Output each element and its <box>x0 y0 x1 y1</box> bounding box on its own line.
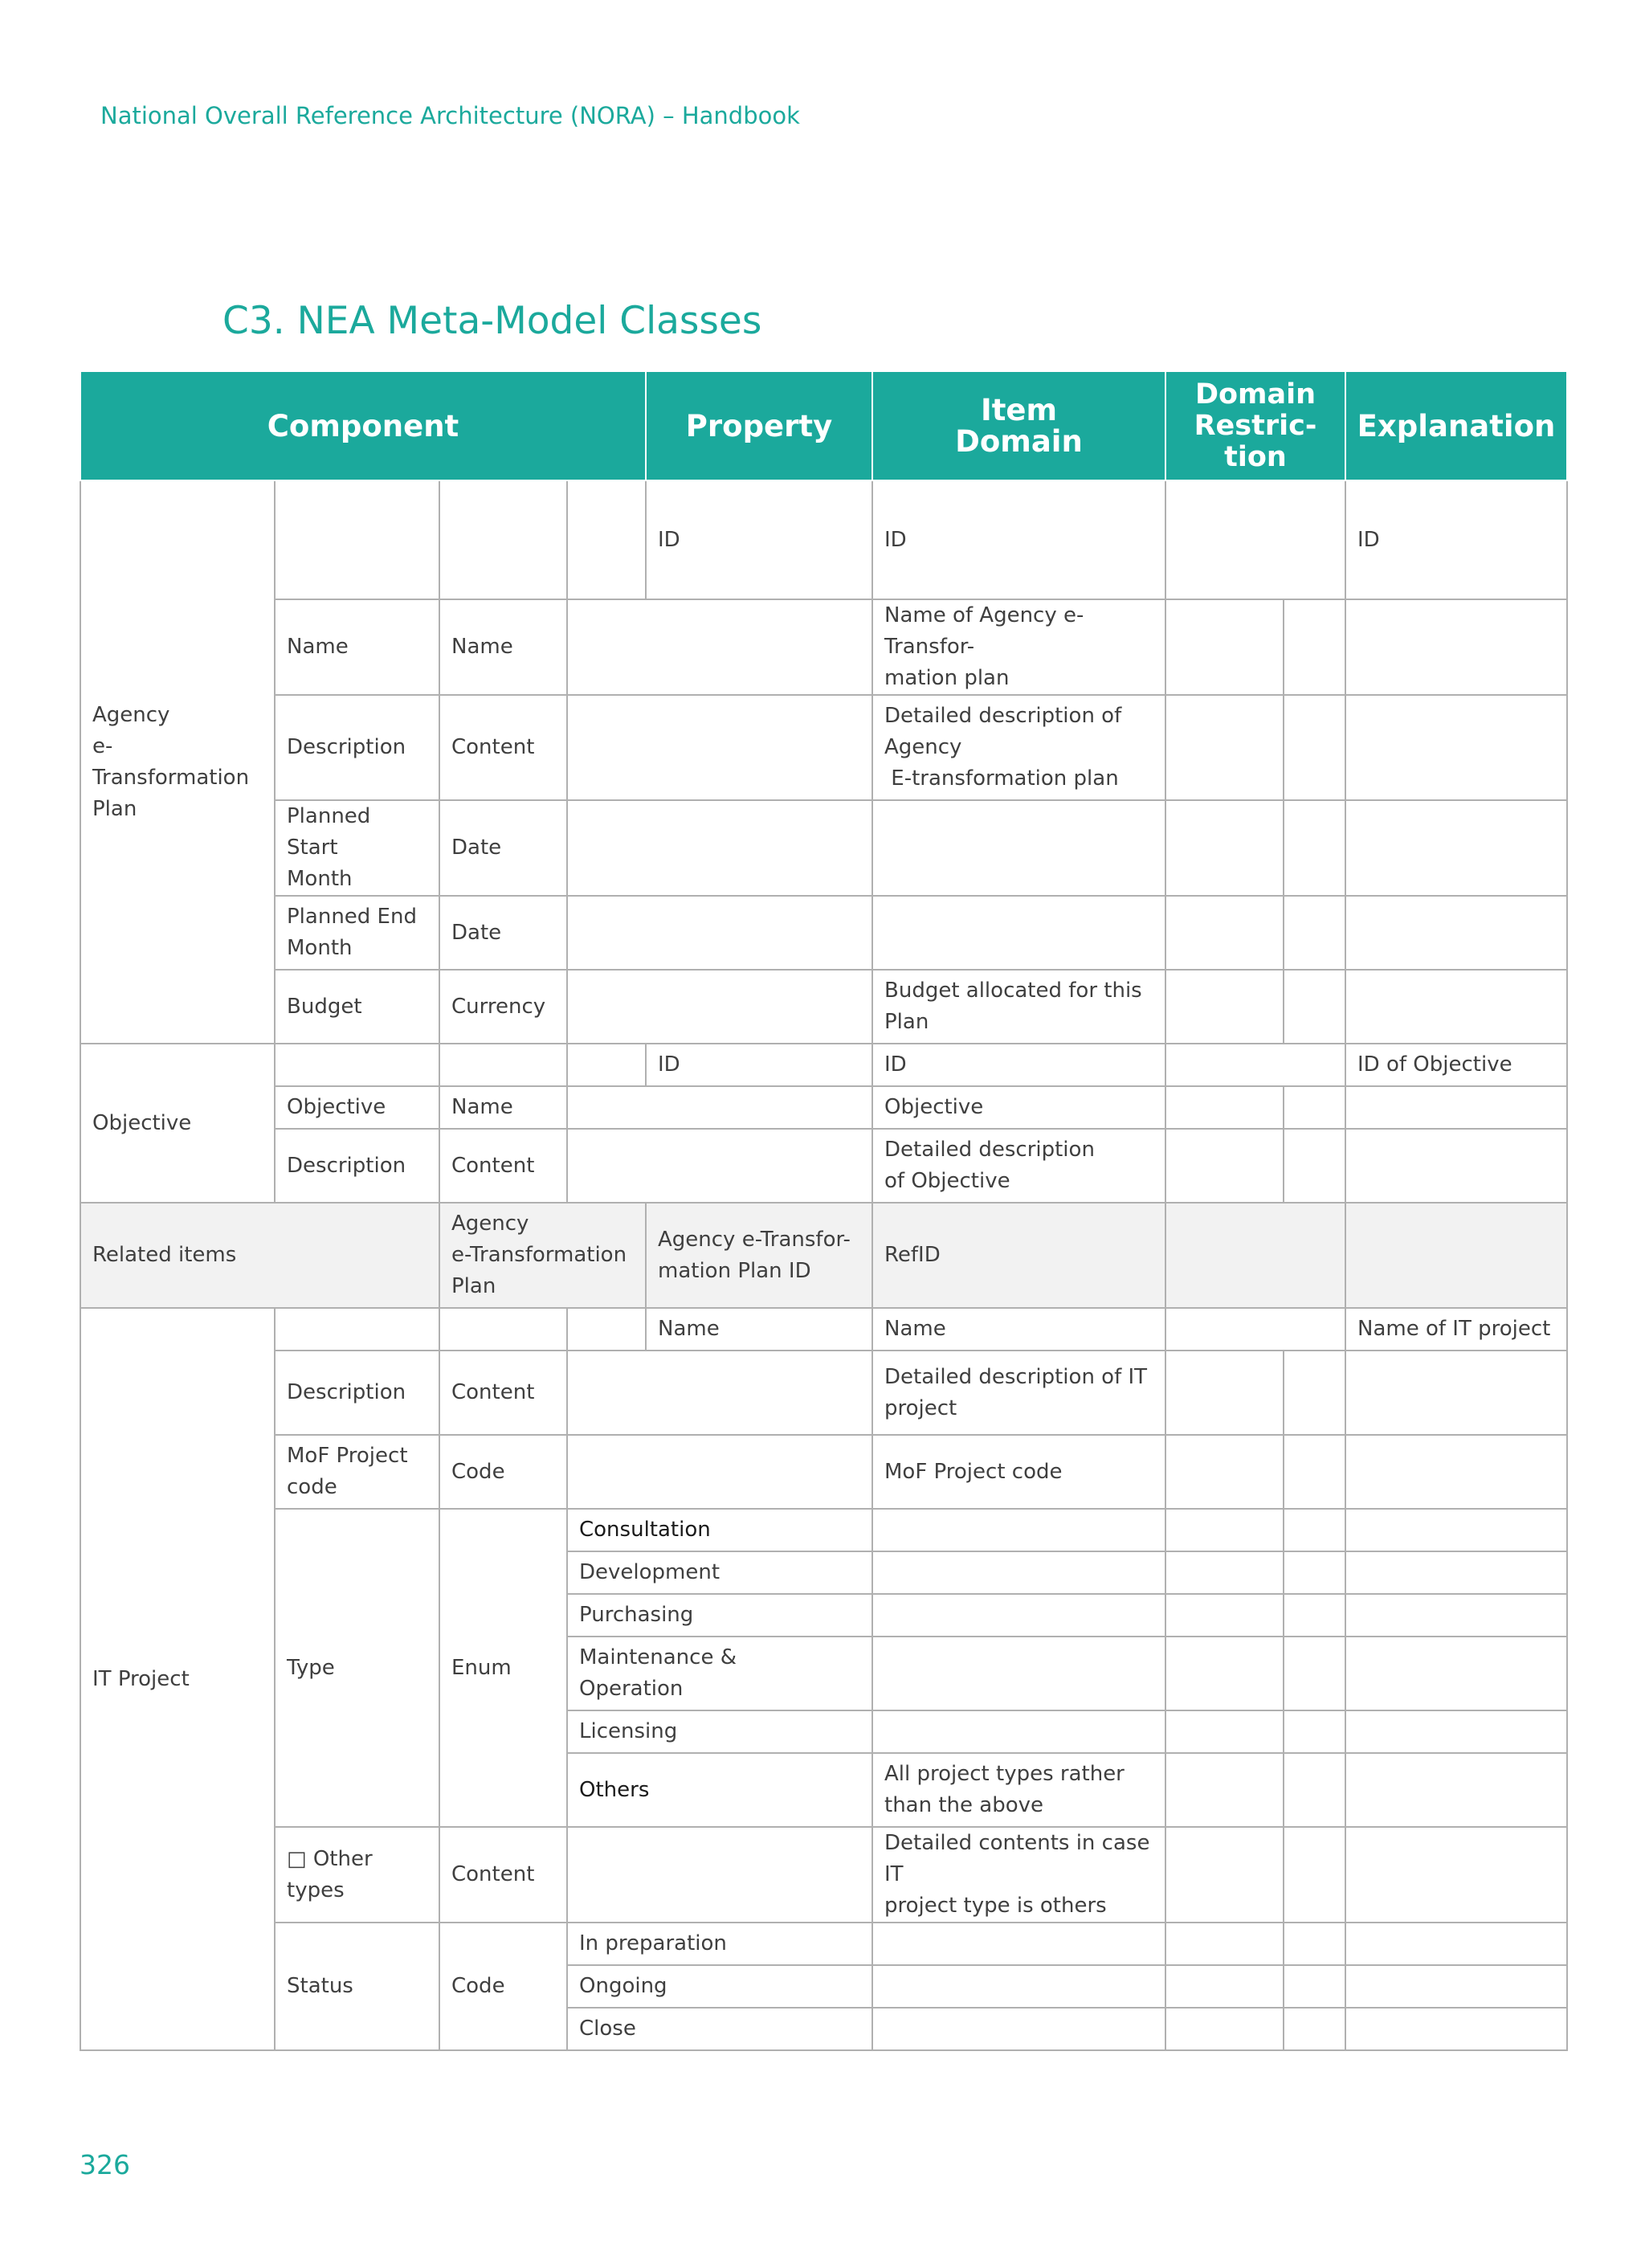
empty-cell <box>1284 1753 1345 1827</box>
cell-type: Code <box>439 1435 567 1509</box>
cell-name: Description <box>275 695 439 800</box>
table-row <box>80 695 1567 800</box>
empty-cell <box>275 1308 439 1351</box>
table-row <box>80 1086 1567 1129</box>
empty-cell <box>1165 1551 1284 1594</box>
empty-cell <box>1165 599 1284 695</box>
empty-cell <box>1165 1044 1345 1086</box>
empty-cell <box>1345 1827 1567 1923</box>
cell-item-domain: RefID <box>872 1203 1165 1308</box>
cell-item-domain: All project types rather than the above <box>872 1753 1165 1827</box>
table-row <box>80 1308 1567 1351</box>
empty-cell <box>1345 1129 1567 1203</box>
enum-value: Licensing <box>567 1710 872 1753</box>
empty-cell <box>567 599 872 695</box>
empty-cell <box>1165 1203 1345 1308</box>
cell-name: Description <box>275 1351 439 1435</box>
cell-item-domain: Detailed description of Objective <box>872 1129 1165 1203</box>
cell-name: MoF Project code <box>275 1435 439 1509</box>
empty-cell <box>1345 970 1567 1044</box>
empty-cell <box>1165 1753 1284 1827</box>
cell-name: Budget <box>275 970 439 1044</box>
empty-cell <box>1284 1594 1345 1637</box>
cell-name: Objective <box>275 1086 439 1129</box>
meta-model-table-container <box>80 370 1566 2051</box>
empty-cell <box>1165 1435 1284 1509</box>
cell-name: Planned Start Month <box>275 800 439 896</box>
agency-plan-label: Agency e-Transformation Plan <box>92 702 250 821</box>
empty-cell <box>567 1435 872 1509</box>
empty-cell <box>1284 599 1345 695</box>
empty-cell <box>1284 1923 1345 1965</box>
empty-cell <box>1165 896 1284 970</box>
empty-cell <box>567 480 646 599</box>
table-row <box>80 599 1567 695</box>
cell-type: Content <box>439 1129 567 1203</box>
enum-value: Close <box>567 2008 872 2050</box>
empty-cell <box>872 2008 1165 2050</box>
header-component: Component <box>80 371 646 480</box>
empty-cell <box>1345 599 1567 695</box>
cell-type: Date <box>439 896 567 970</box>
empty-cell <box>872 1594 1165 1637</box>
cell-item-domain: Detailed contents in case IT project type is others <box>872 1827 1165 1923</box>
header-explanation: Explanation <box>1345 371 1567 480</box>
table-row <box>80 896 1567 970</box>
empty-cell <box>1284 1086 1345 1129</box>
table-row <box>80 970 1567 1044</box>
empty-cell <box>567 1129 872 1203</box>
cell-property: ID <box>646 480 872 599</box>
cell-type: Enum <box>439 1509 567 1827</box>
empty-cell <box>872 1965 1165 2008</box>
empty-cell <box>1165 1923 1284 1965</box>
cell-name: Planned End Month <box>275 896 439 970</box>
empty-cell <box>1345 1594 1567 1637</box>
empty-cell <box>567 896 872 970</box>
empty-cell <box>1284 1351 1345 1435</box>
cell-property: Name <box>646 1308 872 1351</box>
enum-value: Purchasing <box>567 1594 872 1637</box>
empty-cell <box>872 1509 1165 1551</box>
empty-cell <box>1165 1710 1284 1753</box>
empty-cell <box>567 1827 872 1923</box>
empty-cell <box>1284 800 1345 896</box>
header-restriction-line1: Domain <box>1194 378 1316 411</box>
related-items-label: Related items <box>80 1203 439 1308</box>
empty-cell <box>1345 1351 1567 1435</box>
table-row <box>80 800 1567 896</box>
empty-cell <box>872 1923 1165 1965</box>
header-property: Property <box>646 371 872 480</box>
header-item-domain-line2: Domain <box>955 424 1083 459</box>
header-restriction-line2: Restric- <box>1194 409 1317 442</box>
empty-cell <box>872 1551 1165 1594</box>
cell-item-domain: ID <box>872 1044 1165 1086</box>
enum-value: Development <box>567 1551 872 1594</box>
cell-type: Content <box>439 695 567 800</box>
empty-cell <box>1165 970 1284 1044</box>
empty-cell <box>1284 1551 1345 1594</box>
empty-cell <box>1345 695 1567 800</box>
cell-name: Type <box>275 1509 439 1827</box>
empty-cell <box>1165 2008 1284 2050</box>
empty-cell <box>1345 1923 1567 1965</box>
empty-cell <box>872 800 1165 896</box>
table-row <box>80 1509 1567 1551</box>
empty-cell <box>567 1308 646 1351</box>
enum-value: Ongoing <box>567 1965 872 2008</box>
empty-cell <box>1345 1710 1567 1753</box>
empty-cell <box>1284 2008 1345 2050</box>
header-restriction-line3: tion <box>1224 440 1287 473</box>
table-row <box>80 1923 1567 1965</box>
table-row <box>80 1351 1567 1435</box>
empty-cell <box>1165 1637 1284 1710</box>
cell-type: Code <box>439 1923 567 2050</box>
related-items-row <box>80 1203 1567 1308</box>
cell-type: Date <box>439 800 567 896</box>
cell-name: □ Other types <box>275 1827 439 1923</box>
empty-cell <box>1284 1965 1345 2008</box>
empty-cell <box>439 1308 567 1351</box>
cell-item-domain: MoF Project code <box>872 1435 1165 1509</box>
empty-cell <box>1345 1551 1567 1594</box>
cell-property: ID <box>646 1044 872 1086</box>
cell-item-domain: Detailed description of Agency E-transformation plan <box>872 695 1165 800</box>
empty-cell <box>567 1086 872 1129</box>
empty-cell <box>1345 1086 1567 1129</box>
header-item-domain <box>872 371 1165 480</box>
running-header: National Overall Reference Architecture (NORA) – Handbook <box>100 102 800 129</box>
cell-name: Name <box>275 599 439 695</box>
empty-cell <box>1284 1129 1345 1203</box>
empty-cell <box>1165 1827 1284 1923</box>
cell-explanation: ID of Objective <box>1345 1044 1567 1086</box>
empty-cell <box>1345 1637 1567 1710</box>
empty-cell <box>567 1351 872 1435</box>
table-row <box>80 1435 1567 1509</box>
section-title: C3. NEA Meta-Model Classes <box>222 299 762 343</box>
empty-cell <box>1284 970 1345 1044</box>
empty-cell <box>1345 1435 1567 1509</box>
cell-type: Name <box>439 599 567 695</box>
empty-cell <box>1165 480 1345 599</box>
empty-cell <box>275 480 439 599</box>
empty-cell <box>872 896 1165 970</box>
component-objective: Objective <box>80 1044 275 1203</box>
table-row <box>80 1044 1567 1086</box>
empty-cell <box>1165 695 1284 800</box>
cell-type: Content <box>439 1351 567 1435</box>
empty-cell <box>1165 1594 1284 1637</box>
enum-value: Others <box>567 1753 872 1827</box>
empty-cell <box>872 1637 1165 1710</box>
table-row <box>80 480 1567 599</box>
cell-type: Currency <box>439 970 567 1044</box>
empty-cell <box>1165 800 1284 896</box>
cell-property: Agency e-Transfor- mation Plan ID <box>646 1203 872 1308</box>
meta-model-table <box>80 370 1568 2051</box>
table-row <box>80 1827 1567 1923</box>
empty-cell <box>1345 1203 1567 1308</box>
empty-cell <box>1284 1509 1345 1551</box>
cell-item-domain: Budget allocated for this Plan <box>872 970 1165 1044</box>
cell-item-domain: ID <box>872 480 1165 599</box>
empty-cell <box>567 970 872 1044</box>
enum-value: Maintenance & Operation <box>567 1637 872 1710</box>
empty-cell <box>567 1044 646 1086</box>
empty-cell <box>1345 800 1567 896</box>
empty-cell <box>1345 1753 1567 1827</box>
empty-cell <box>1345 2008 1567 2050</box>
cell-explanation: Name of IT project <box>1345 1308 1567 1351</box>
empty-cell <box>1165 1308 1345 1351</box>
cell-name: Status <box>275 1923 439 2050</box>
empty-cell <box>1284 1435 1345 1509</box>
empty-cell <box>567 800 872 896</box>
component-it-project: IT Project <box>80 1308 275 2050</box>
empty-cell <box>1284 1637 1345 1710</box>
enum-value: Consultation <box>567 1509 872 1551</box>
empty-cell <box>1165 1509 1284 1551</box>
empty-cell <box>1284 695 1345 800</box>
cell-item-domain: Name of Agency e-Transfor- mation plan <box>872 599 1165 695</box>
table-row <box>80 1129 1567 1203</box>
empty-cell <box>1165 1351 1284 1435</box>
cell-item-domain: Detailed description of IT project <box>872 1351 1165 1435</box>
page-number: 326 <box>80 2149 130 2180</box>
cell-explanation: ID <box>1345 480 1567 599</box>
header-row <box>80 371 1567 480</box>
empty-cell <box>439 1044 567 1086</box>
cell-type: Content <box>439 1827 567 1923</box>
empty-cell <box>872 1710 1165 1753</box>
component-agency-plan <box>80 480 275 1044</box>
cell-item-domain: Name <box>872 1308 1165 1351</box>
header-item-domain-line1: Item <box>980 393 1058 427</box>
empty-cell <box>1165 1086 1284 1129</box>
empty-cell <box>1165 1965 1284 2008</box>
cell-item-domain: Objective <box>872 1086 1165 1129</box>
empty-cell <box>1345 1965 1567 2008</box>
empty-cell <box>439 480 567 599</box>
cell-type: Name <box>439 1086 567 1129</box>
cell-related-component: Agency e-Transformation Plan <box>439 1203 646 1308</box>
empty-cell <box>1284 1710 1345 1753</box>
empty-cell <box>275 1044 439 1086</box>
empty-cell <box>1345 1509 1567 1551</box>
empty-cell <box>1345 896 1567 970</box>
empty-cell <box>567 695 872 800</box>
header-domain-restriction <box>1165 371 1345 480</box>
enum-value: In preparation <box>567 1923 872 1965</box>
empty-cell <box>1165 1129 1284 1203</box>
empty-cell <box>1284 1827 1345 1923</box>
cell-name: Description <box>275 1129 439 1203</box>
empty-cell <box>1284 896 1345 970</box>
